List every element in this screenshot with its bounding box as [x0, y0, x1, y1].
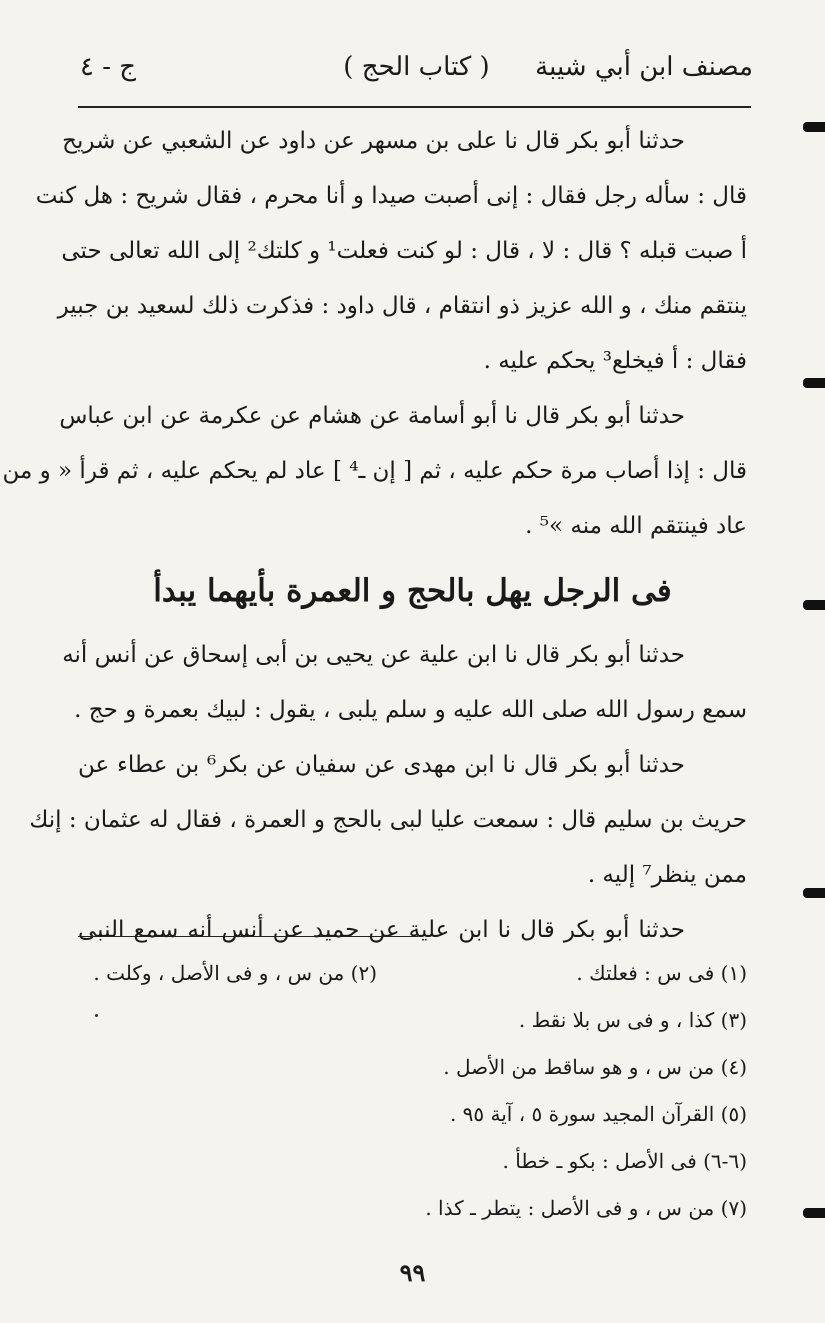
paragraph	[29, 738, 747, 903]
text-line: حدثنا أبو بكر قال نا أبو أسامة عن هشام عن عكرمة عن ابن عباس	[59, 403, 685, 429]
page-number: ٩٩	[399, 1258, 426, 1287]
text-line: حدثنا أبو بكر قال نا ابن مهدى عن سفيان عن بكر⁶ بن عطاء عن	[78, 752, 686, 778]
paragraph	[62, 628, 747, 738]
text-line: حدثنا أبو بكر قال نا ابن علية عن حميد عن أنس أنه سمع النبى	[78, 917, 685, 943]
section-title: ( كتاب الحج )	[343, 52, 490, 82]
text-line: قال : إذا أصاب مرة حكم عليه ، ثم [ إن ـ⁴ ] عاد لم يحكم عليه ، ثم قرأ « و من	[2, 458, 747, 484]
edge-mark	[803, 888, 825, 898]
text-line: ممن ينظر⁷ إليه .	[587, 862, 747, 888]
text-line: حريث بن سليم قال : سمعت عليا لبى بالحج و العمرة ، فقال له عثمان : إنك	[29, 807, 747, 833]
paragraph	[2, 389, 747, 554]
volume-label: ج - ٤	[80, 52, 137, 82]
footnote-3: (٣) كذا ، و فى س بلا نقط .	[518, 1008, 747, 1032]
edge-mark	[803, 122, 825, 132]
running-header	[80, 52, 753, 96]
footnote-7: (٧) من س ، و فى الأصل : يتطر ـ كذا .	[425, 1196, 747, 1220]
footnote-row	[78, 950, 747, 997]
text-line: سمع رسول الله صلى الله عليه و سلم يلبى ، يقول : لبيك بعمرة و حج .	[74, 697, 747, 723]
edge-mark	[803, 378, 825, 388]
text-line: فقال : أ فيخلع³ يحكم عليه .	[483, 348, 747, 374]
edge-mark	[803, 1208, 825, 1218]
footnote-rule	[78, 936, 418, 937]
book-title: مصنف ابن أبي شيبة	[535, 52, 753, 82]
footnote-5: (٥) القرآن المجيد سورة ٥ ، آية ٩٥ .	[449, 1102, 747, 1126]
text-line: قال : سأله رجل فقال : إنى أصبت صيدا و أنا محرم ، فقال شريح : هل كنت	[35, 183, 747, 209]
footnote-2: (٢) من س ، و فى الأصل ، وكلت .	[93, 961, 377, 985]
footnote-1: (١) فى س : فعلتك .	[576, 961, 747, 985]
footnote-4: (٤) من س ، و هو ساقط من الأصل .	[443, 1055, 747, 1079]
text-line: أ صبت قبله ؟ قال : لا ، قال : لو كنت فعلت¹ و كلتك² إلى الله تعالى حتى	[61, 238, 747, 264]
text-line: عاد فينتقم الله منه »⁵ .	[525, 513, 747, 539]
edge-mark	[803, 600, 825, 610]
paragraph	[35, 114, 747, 389]
text-line: حدثنا أبو بكر قال نا ابن علية عن يحيى بن أبى إسحاق عن أنس أنه	[62, 642, 685, 668]
footnotes	[78, 950, 747, 1232]
section-heading: فى الرجل يهل بالحج و العمرة بأيهما يبدأ	[153, 573, 672, 609]
text-line: ينتقم منك ، و الله عزيز ذو انتقام ، قال داود : فذكرت ذلك لسعيد بن جبير	[57, 293, 747, 319]
footnote-6: (٦-٦) فى الأصل : بكو ـ خطأ .	[502, 1149, 747, 1173]
text-line: حدثنا أبو بكر قال نا على بن مسهر عن داود عن الشعبي عن شريح	[62, 128, 685, 154]
speck	[95, 1014, 98, 1017]
header-rule	[78, 106, 751, 108]
main-text	[2, 114, 747, 958]
